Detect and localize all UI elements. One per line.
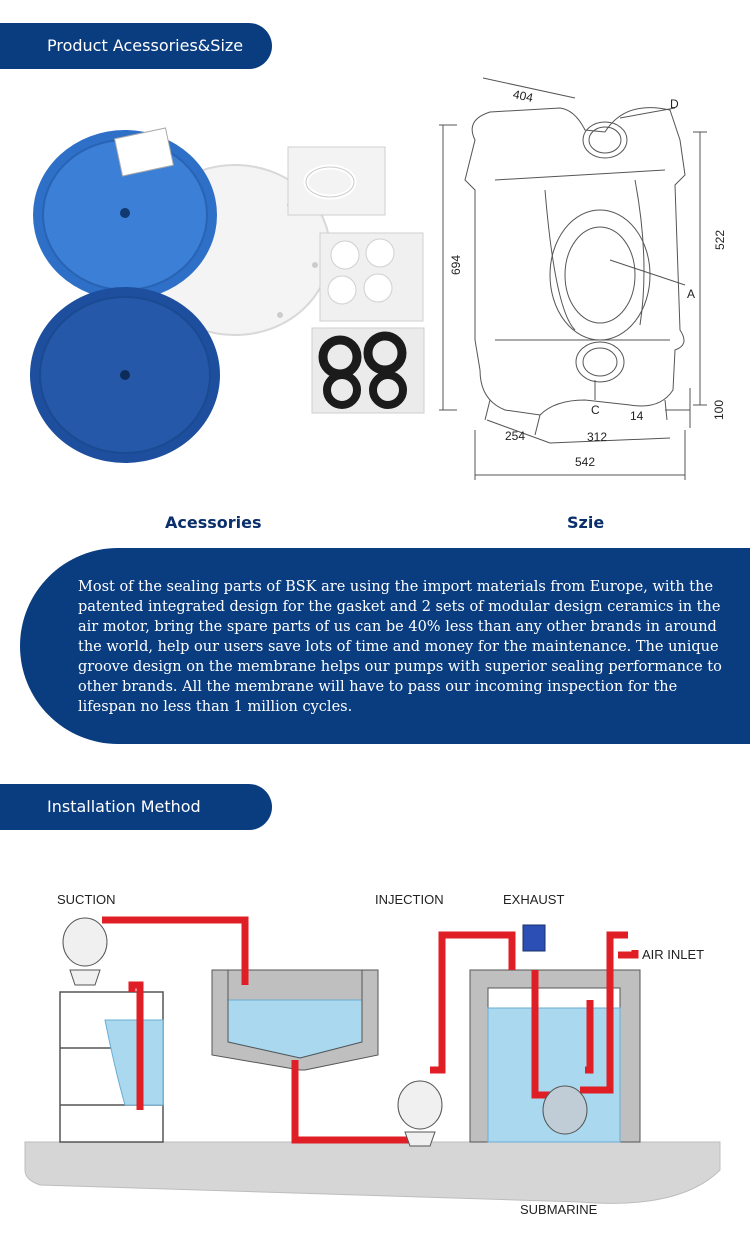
label-submarine: SUBMARINE <box>520 1202 598 1217</box>
installation-diagram <box>20 880 730 1225</box>
exhaust-muffler-icon <box>523 925 545 951</box>
ground <box>25 1142 720 1203</box>
dim-694: 694 <box>449 254 463 275</box>
description-band <box>20 548 750 744</box>
dim-404: 404 <box>511 87 535 105</box>
label-air-inlet: AIR INLET <box>642 947 705 962</box>
label-suction: SUCTION <box>57 892 116 907</box>
dim-14: 14 <box>630 409 644 423</box>
label-D: D <box>670 97 679 111</box>
dim-254: 254 <box>505 429 526 443</box>
bag-o-ring <box>288 147 385 215</box>
section-header-accessories-size <box>0 23 272 69</box>
section-title: Product Acessories&Size <box>47 36 244 55</box>
dim-542: 542 <box>575 455 596 469</box>
label-A: A <box>687 287 696 301</box>
pump-body-outline <box>465 108 685 415</box>
dimension-drawing <box>435 70 735 490</box>
accessories-photo <box>30 125 430 470</box>
label-exhaust: EXHAUST <box>503 892 565 907</box>
section-title: Installation Method <box>47 797 201 816</box>
label-injection: INJECTION <box>375 892 444 907</box>
section-header-installation <box>0 784 272 830</box>
dim-100: 100 <box>712 399 726 420</box>
pump-submarine <box>543 1086 587 1134</box>
dim-312: 312 <box>587 430 608 444</box>
label-C: C <box>591 403 600 417</box>
pump-suction <box>63 918 107 985</box>
caption-accessories: Acessories <box>165 513 262 532</box>
dim-522: 522 <box>713 229 727 250</box>
description-text: Most of the sealing parts of BSK are using the import materials from Europe, with the patented integrated design for the gasket and 2 sets of modular design ceramics in the air motor, bring the spare parts of us can be 40% less than any other brands in around the world, help our users save lots of time and money for the maintenance. The unique groove design on the membrane helps our pumps with superior sealing performance to other brands. All the membrane will have to pass our incoming inspection for the lifespan no less than 1 million cycles. <box>78 579 722 715</box>
caption-size: Szie <box>567 513 605 532</box>
pump-injection <box>398 1081 442 1146</box>
